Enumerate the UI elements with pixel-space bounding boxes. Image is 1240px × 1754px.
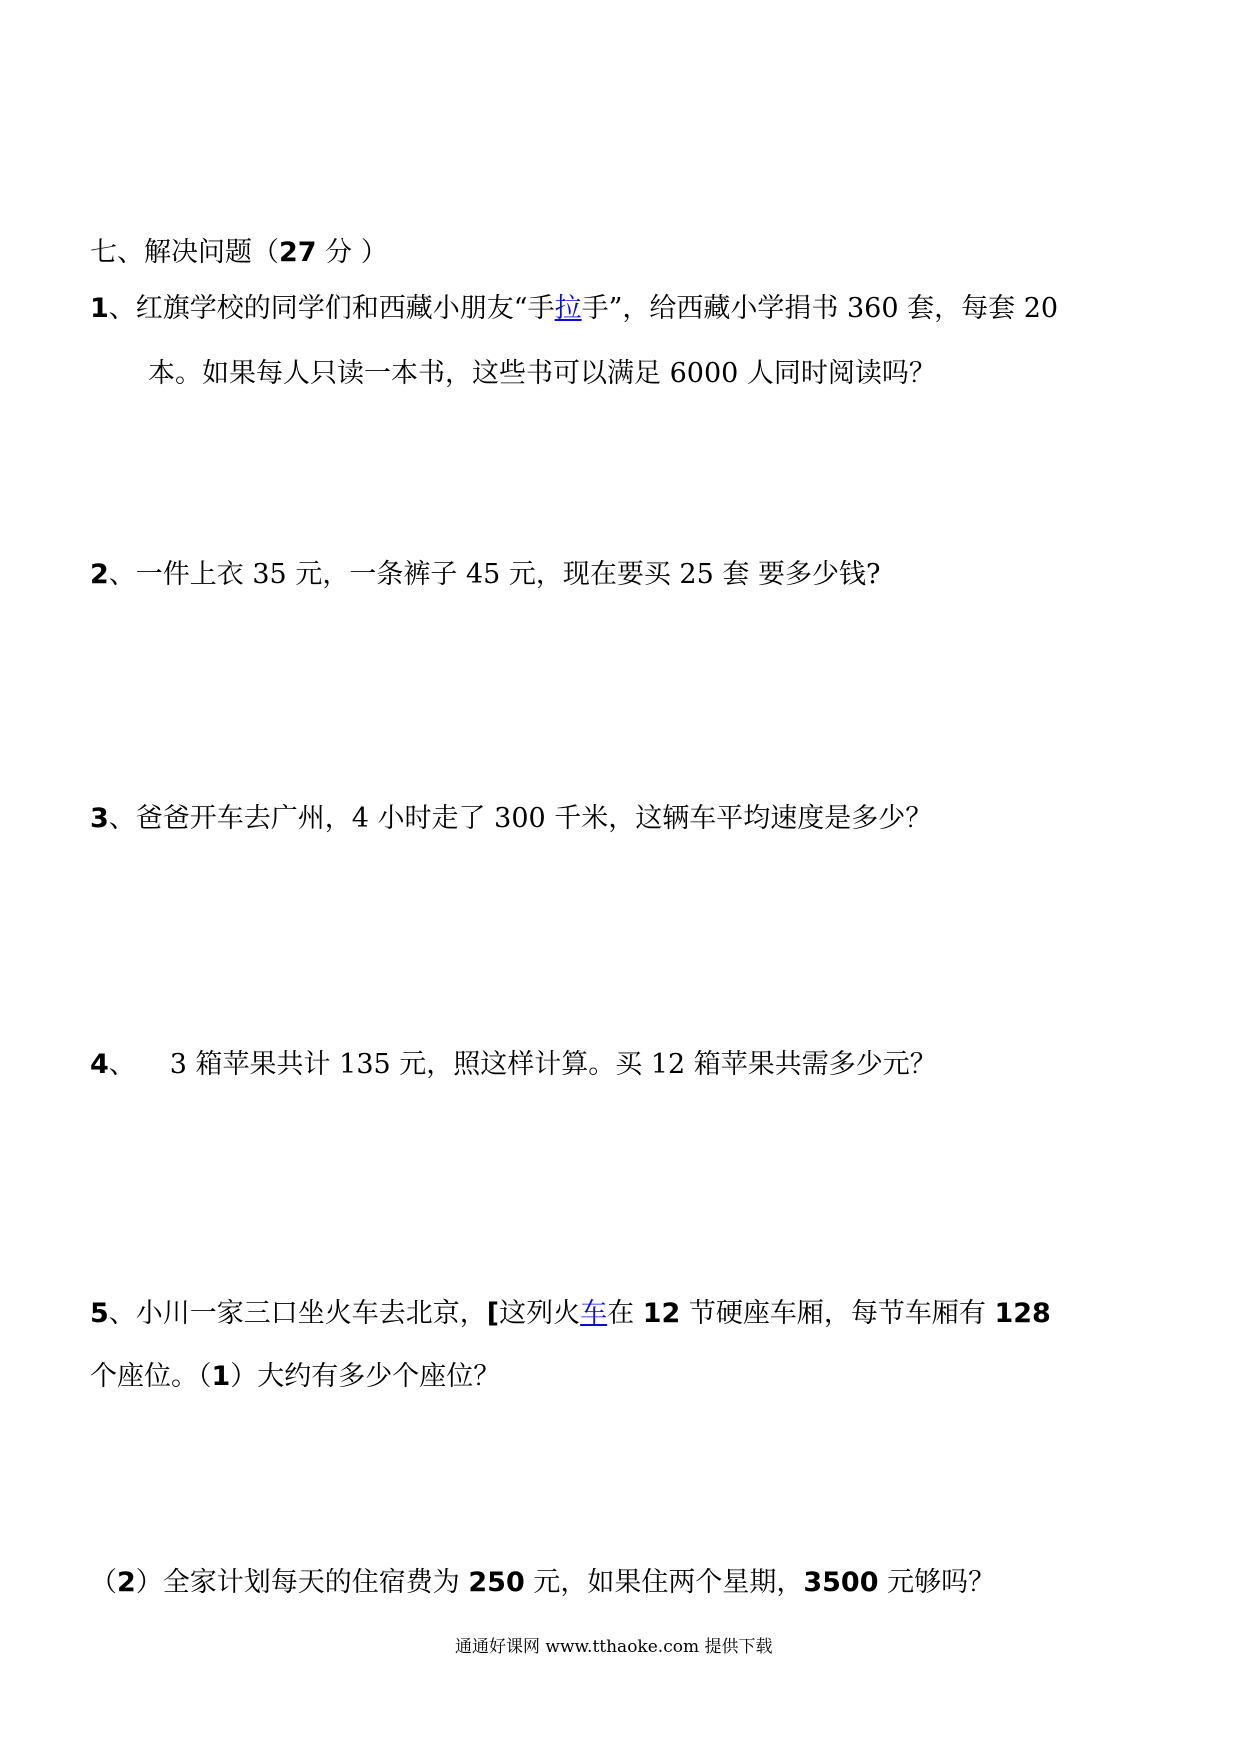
question-2: [90, 558, 880, 592]
question-5-line-2: [90, 1360, 500, 1394]
question-5-bracket: [: [486, 1298, 500, 1329]
footer-text: 通通好课网 www.tthaoke.com 提供下载: [455, 1637, 773, 1657]
question-5-text-d: 节硬座车厢，每节车厢有: [680, 1298, 995, 1329]
question-1-text-b: 手”，给西藏小学捐书 360 套，每套 20: [581, 293, 1059, 324]
question-5-part-2: [90, 1566, 995, 1600]
question-5-budget: 3500: [803, 1567, 879, 1598]
question-3-text: 、爸爸开车去广州，4 小时走了 300 千米，这辆车平均速度是多少？: [108, 803, 933, 834]
question-5-part-2-open: （: [90, 1567, 117, 1598]
question-4-text: 3 箱苹果共计 135 元，照这样计算。买 12 箱苹果共需多少元？: [169, 1049, 937, 1080]
question-1-text-a: 、红旗学校的同学们和西藏小朋友“手: [108, 293, 555, 324]
question-5-part-1-number: 1: [211, 1361, 231, 1392]
question-5-carriages: 12: [642, 1298, 681, 1329]
question-5-daily-fee: 250: [468, 1567, 525, 1598]
question-5-line-1: [90, 1297, 1051, 1331]
question-5-text-f: ）大约有多少个座位？: [230, 1361, 501, 1392]
question-3-number: 3: [90, 803, 109, 834]
question-5-number: 5: [90, 1298, 109, 1329]
footer-source: [455, 1636, 772, 1658]
section-title-prefix: 七、解决问题（: [90, 237, 279, 268]
question-2-number: 2: [90, 559, 109, 590]
question-5-text-b: 这列火: [499, 1298, 581, 1329]
question-5-text-e: 个座位。（: [90, 1361, 212, 1392]
question-1-link[interactable]: 拉: [554, 293, 582, 324]
section-title: [90, 236, 388, 270]
section-title-suffix: 分 ）: [316, 237, 388, 268]
question-5-part-2-number: 2: [117, 1567, 136, 1598]
question-1-line-2: [148, 357, 936, 391]
question-1-text-c: 本。如果每人只读一本书，这些书可以满足 6000 人同时阅读吗？: [148, 358, 936, 389]
question-5-seats: 128: [994, 1298, 1051, 1329]
question-5-text-a: 、小川一家三口坐火车去北京，: [108, 1298, 487, 1329]
question-5-text-c: 在: [607, 1298, 643, 1329]
question-3: [90, 802, 932, 836]
question-4-number: 4: [90, 1049, 109, 1080]
question-5-part-2-text-b: 元，如果住两个星期，: [524, 1567, 804, 1598]
question-4: [90, 1048, 937, 1082]
question-5-part-2-text-a: ）全家计划每天的住宿费为: [135, 1567, 469, 1598]
section-score: 27: [279, 237, 317, 268]
question-1-number: 1: [90, 293, 109, 324]
question-4-separator: 、: [108, 1049, 136, 1080]
question-1-line-1: [90, 292, 1058, 326]
question-5-part-2-text-c: 元够吗？: [878, 1567, 996, 1598]
question-5-link[interactable]: 车: [580, 1298, 608, 1329]
question-2-text: 、一件上衣 35 元，一条裤子 45 元，现在要买 25 套 要多少钱?: [108, 559, 881, 590]
